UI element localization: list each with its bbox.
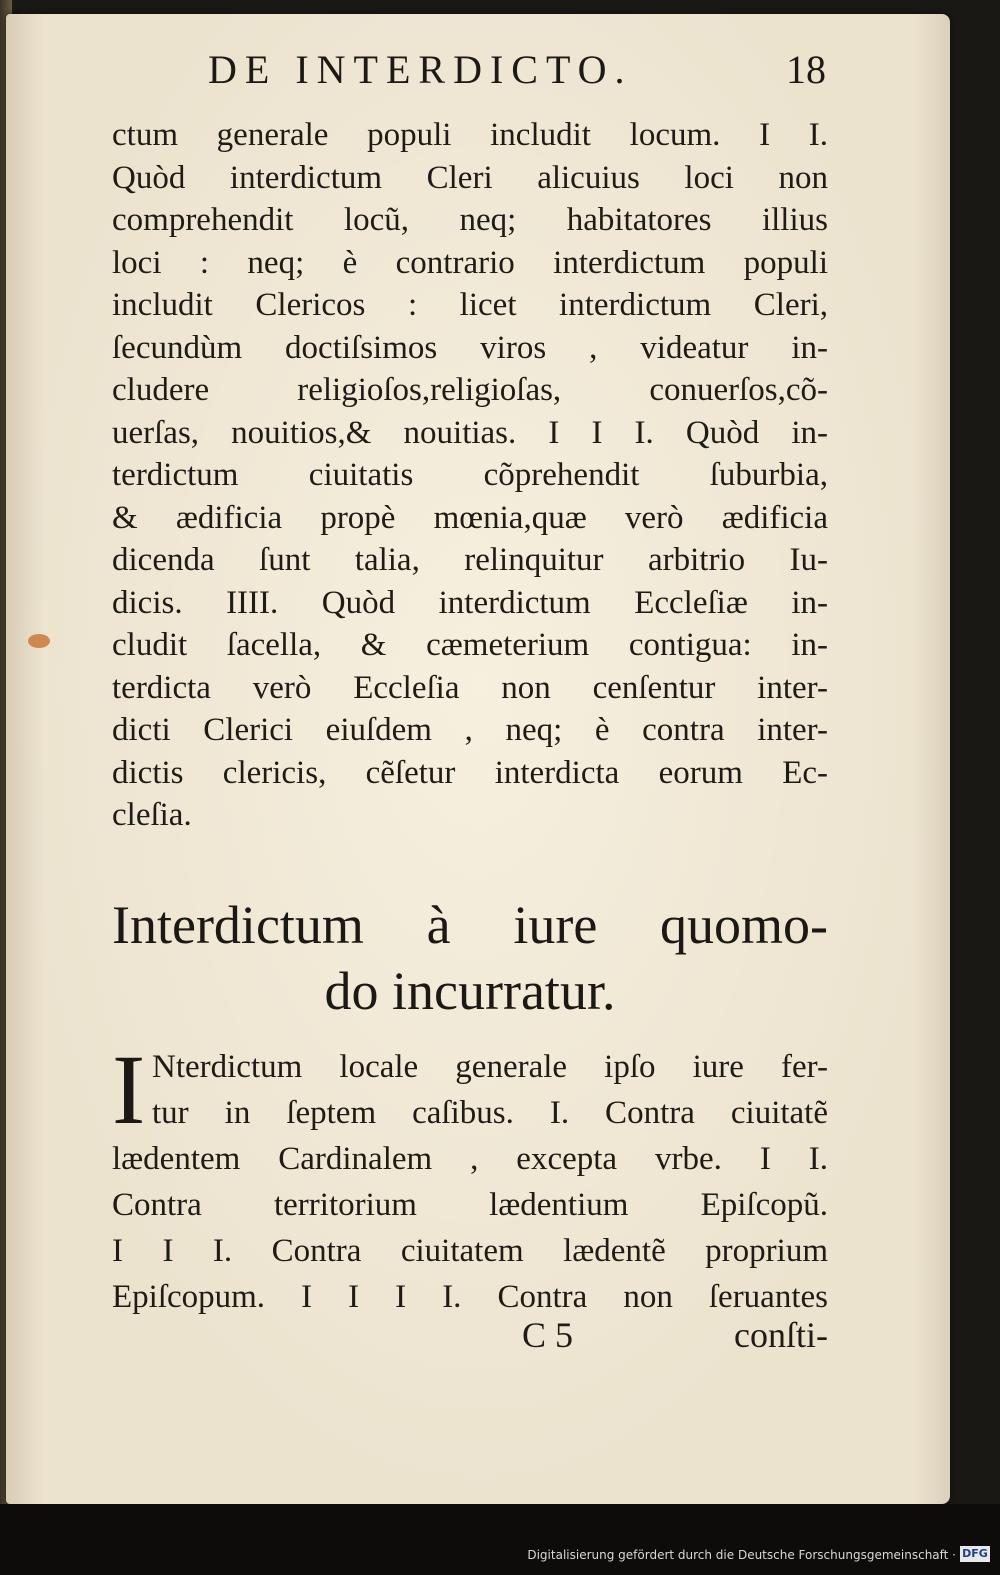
catchword: conſti- — [734, 1315, 828, 1355]
text-line: ctum generale populi includit locum. I I. — [112, 117, 828, 153]
running-head: DE INTERDICTO. — [208, 47, 633, 92]
digitization-credit: Digitalisierung gefördert durch die Deutsche Forschungsgemeinschaft · — [527, 1548, 956, 1562]
text-line: dictis clericis, cẽſetur interdicta eorum Ec- — [112, 754, 828, 791]
paragraph-2 — [112, 1034, 828, 1320]
text-line: Quòd interdictum Cleri alicuius loci non — [112, 159, 828, 196]
text-line: tur in ſeptem caſibus. I. Contra ciuitatẽ — [152, 1095, 828, 1131]
paragraph-1 — [112, 114, 828, 837]
text-line: dicis. IIII. Quòd interdictum Eccleſiæ in- — [112, 584, 828, 621]
text-line: comprehendit locũ, neq; habitatores illius — [112, 202, 828, 238]
page-footer — [112, 1314, 828, 1364]
dfg-logo: DFG — [960, 1546, 990, 1562]
text-line: terdictum ciuitatis cõprehendit ſuburbia, — [112, 457, 828, 493]
heading-line: Interdictum à iure quomo- — [112, 895, 828, 955]
signature-mark: C 5 — [522, 1315, 574, 1355]
text-line: ſecundùm doctiſsimos viros , videatur in- — [112, 329, 828, 366]
page-header — [106, 46, 826, 106]
drop-cap: I — [112, 1034, 146, 1145]
text-line: lædentem Cardinalem , excepta vrbe. I I. — [112, 1141, 828, 1177]
page-stain — [28, 634, 50, 648]
text-line: uerſas, nouitios,& nouitias. I I I. Quòd in- — [112, 414, 828, 451]
text-line: terdicta verò Eccleſia non cenſentur inter- — [112, 669, 828, 706]
book-page — [6, 14, 950, 1504]
text-line: Nterdictum locale generale ipſo iure fer- — [152, 1049, 828, 1085]
text-line: cleſia. — [112, 797, 192, 833]
text-line: & ædificia propè mœnia,quæ verò ædificia — [112, 499, 828, 536]
page-number: 18 — [786, 47, 826, 92]
text-line: cludere religioſos,religioſas, conuerſos,cõ- — [112, 372, 828, 408]
text-line: cludit ſacella, & cæmeterium contigua: in- — [112, 627, 828, 663]
text-line: includit Clericos : licet interdictum Cleri, — [112, 287, 828, 323]
heading-line: do incurratur. — [324, 961, 616, 1021]
text-line: Contra territorium lædentium Epiſcopũ. — [112, 1187, 828, 1223]
scan-background — [0, 1504, 1000, 1575]
text-line: loci : neq; è contrario interdictum populi — [112, 244, 828, 281]
text-line: I I I. Contra ciuitatem lædentẽ proprium — [112, 1233, 828, 1269]
text-line: Epiſcopum. I I I I. Contra non ſeruantes — [112, 1279, 828, 1315]
text-line: dicenda ſunt talia, relinquitur arbitrio Iu- — [112, 542, 828, 578]
text-line: dicti Clerici eiuſdem , neq; è contra inter- — [112, 712, 828, 748]
section-heading — [112, 892, 828, 1024]
